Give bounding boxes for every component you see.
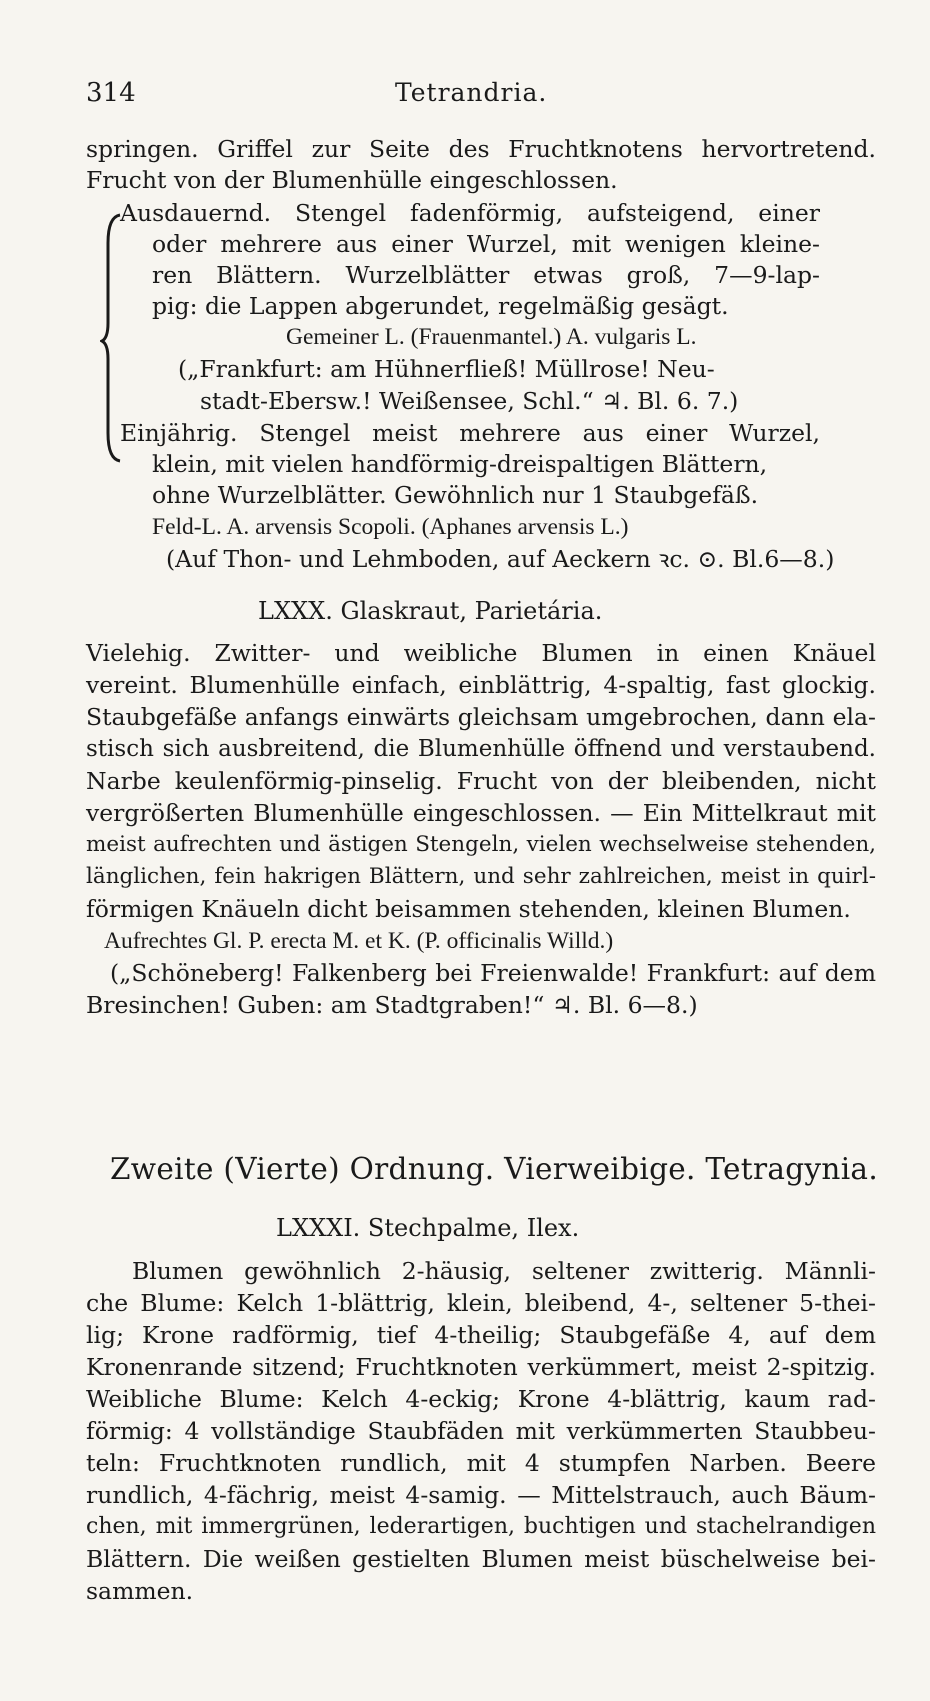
text-line: Narbe keulenförmig-pinselig. Frucht von der bleibenden, nicht <box>86 767 876 795</box>
text-line: vereint. Blumenhülle einfach, einblättrig, 4-spaltig, fast glockig. <box>86 671 876 699</box>
key-a-line: pig: die Lappen abgerundet, regelmäßig gesägt. <box>152 292 729 320</box>
text-line: che Blume: Kelch 1-blättrig, klein, bleibend, 4-, seltener 5-thei- <box>86 1289 876 1317</box>
text-line: sammen. <box>86 1577 194 1605</box>
genus-heading: LXXX. Glaskraut, Parietária. <box>258 597 603 625</box>
text-line: lig; Krone radförmig, tief 4-theilig; Staubgefäße 4, auf dem <box>86 1321 876 1349</box>
key-b-line: klein, mit vielen handförmig-dreispaltigen Blättern, <box>152 450 768 478</box>
text-line: chen, mit immergrünen, lederartigen, buchtigen und stachelrandigen <box>86 1514 876 1539</box>
text-line: teln: Fruchtknoten rundlich, mit 4 stumpfen Narben. Beere <box>86 1449 876 1477</box>
species-name: Gemeiner L. (Frauenmantel.) A. vulgaris L. <box>286 324 697 350</box>
text-line: förmig: 4 vollständige Staubfäden mit verkümmerten Staubbeu- <box>86 1417 876 1445</box>
species-name: Aufrechtes Gl. P. erecta M. et K. (P. officinalis Willd.) <box>104 928 614 954</box>
locality-line: („Schöneberg! Falkenberg bei Freienwalde! Frankfurt: auf dem <box>110 959 876 987</box>
page-number: 314 <box>86 78 136 108</box>
locality-line: Bresinchen! Guben: am Stadtgraben!“ ♃. Bl. 6—8.) <box>86 991 698 1019</box>
text-line: Weibliche Blume: Kelch 4-eckig; Krone 4-blättrig, kaum rad- <box>86 1385 876 1413</box>
text-line: Vielehig. Zwitter- und weibliche Blumen in einen Knäuel <box>86 639 876 667</box>
text-line: Blättern. Die weißen gestielten Blumen meist büschelweise bei- <box>86 1545 876 1573</box>
genus-heading: LXXXI. Stechpalme, Ilex. <box>276 1214 580 1242</box>
text-line: Kronenrande sitzend; Fruchtknoten verkümmert, meist 2-spitzig. <box>86 1353 876 1381</box>
running-title: Tetrandria. <box>395 78 548 107</box>
key-b-line: Einjährig. Stengel meist mehrere aus einer Wurzel, <box>120 419 820 447</box>
text-line: förmigen Knäueln dicht beisammen stehenden, kleinen Blumen. <box>86 895 851 923</box>
locality-line: stadt-Ebersw.! Weißensee, Schl.“ ♃. Bl. 6. 7.) <box>200 387 739 415</box>
key-a-line: Ausdauernd. Stengel fadenförmig, aufsteigend, einer <box>120 199 820 227</box>
text-line: meist aufrechten und ästigen Stengeln, vielen wechselweise stehenden, <box>86 832 876 857</box>
text-line: länglichen, fein hakrigen Blättern, und sehr zahlreichen, meist in quirl- <box>86 864 876 889</box>
text-line: rundlich, 4-fächrig, meist 4-samig. — Mittelstrauch, auch Bäum- <box>86 1481 876 1509</box>
locality-line: (Auf Thon- und Lehmboden, auf Aeckern ꝛc. ⊙. Bl.6—8.) <box>166 545 835 573</box>
text-line: springen. Griffel zur Seite des Fruchtknotens hervortretend. <box>86 135 876 163</box>
text-line: stisch sich ausbreitend, die Blumenhülle öffnend und verstaubend. <box>86 736 876 762</box>
key-a-line: ren Blättern. Wurzelblätter etwas groß, 7—9-lap- <box>152 261 820 289</box>
text-line: Frucht von der Blumenhülle eingeschlossen. <box>86 166 618 194</box>
key-brace-icon <box>100 213 122 463</box>
locality-line: („Frankfurt: am Hühnerfließ! Müllrose! Neu- <box>178 355 715 383</box>
order-heading: Zweite (Vierte) Ordnung. Vierweibige. Tetragynia. <box>110 1152 879 1186</box>
key-a-line: oder mehrere aus einer Wurzel, mit wenigen kleine- <box>152 230 820 258</box>
text-line: Staubgefäße anfangs einwärts gleichsam umgebrochen, dann ela- <box>86 703 876 731</box>
key-b-line: ohne Wurzelblätter. Gewöhnlich nur 1 Staubgefäß. <box>152 481 759 509</box>
text-line: Blumen gewöhnlich 2-häusig, seltener zwitterig. Männli- <box>132 1257 876 1285</box>
text-line: vergrößerten Blumenhülle eingeschlossen. — Ein Mittelkraut mit <box>86 799 876 827</box>
species-name: Feld-L. A. arvensis Scopoli. (Aphanes arvensis L.) <box>152 514 629 540</box>
